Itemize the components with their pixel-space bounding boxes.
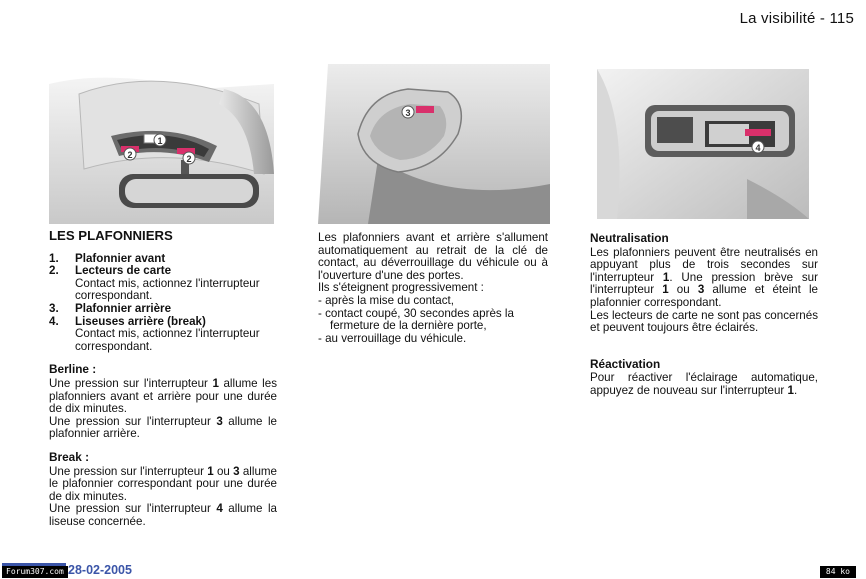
front-lights-illustration <box>49 64 274 224</box>
label-1: 1 <box>157 136 163 146</box>
text: ou <box>213 464 234 478</box>
reactivation-paragraph <box>590 372 818 397</box>
neutralisation-title: Neutralisation <box>590 231 669 245</box>
text: allume et éteint le plafonnier correspondant. <box>590 283 818 309</box>
bullet-item: - après la mise du contact, <box>318 293 454 307</box>
light-list <box>49 253 277 354</box>
switch-number: 1 <box>207 464 214 478</box>
rear-light-illustration <box>318 64 550 224</box>
item-number: 3. <box>49 301 59 315</box>
item-number: 2. <box>49 264 59 278</box>
text: . <box>793 383 798 397</box>
text: Une pression sur l'interrupteur <box>49 502 217 516</box>
text: Les plafonniers peuvent être neutralisés en appuyant plus de trois secondes sur l'interrupteur <box>590 245 818 284</box>
auto-light-paragraph: Les plafonniers avant et arrière s'allument automatiquement au retrait de la clé de contact, au déverrouillage du véhicule ou à l'ouverture d'une des portes. <box>318 231 548 282</box>
switch-number: 4 <box>216 502 223 516</box>
column-2 <box>318 232 548 345</box>
label-3: 3 <box>405 108 411 118</box>
berline-paragraph-2 <box>49 416 277 441</box>
reading-light-drawing <box>597 69 809 219</box>
switch-number: 3 <box>216 414 223 428</box>
bullet-item: - au verrouillage du véhicule. <box>318 331 467 345</box>
neutralisation-paragraph-1 <box>590 247 818 310</box>
reactivation-title: Réactivation <box>590 356 661 371</box>
item-number: 4. <box>49 314 59 328</box>
break-title: Break : <box>49 449 89 464</box>
item-note: Contact mis, actionnez l'interrupteur correspondant. <box>75 276 260 303</box>
item-number: 1. <box>49 251 59 265</box>
switch-number: 1 <box>212 376 219 390</box>
switch-number: 1 <box>662 270 670 284</box>
text: ou <box>668 283 698 297</box>
footer-site: Forum307.com <box>2 566 68 578</box>
switch-number: 3 <box>697 283 705 297</box>
text: allume les plafonniers avant et arrière pour une durée de dix minutes. <box>49 376 277 416</box>
column-1 <box>49 230 277 528</box>
text: . Une pression brève sur l'interrupteur <box>590 270 818 297</box>
item-label: Lecteurs de carte <box>75 264 172 278</box>
neutralisation-paragraph-2: Les lecteurs de carte ne sont pas concernés et peuvent toujours être éclairés. <box>590 308 818 335</box>
switch-number: 3 <box>233 464 240 478</box>
item-note: Contact mis, actionnez l'interrupteur correspondant. <box>75 327 260 353</box>
text: Une pression sur l'interrupteur <box>49 376 213 390</box>
item-label: Plafonnier arrière <box>75 301 172 315</box>
column-3 <box>590 232 818 398</box>
berline-paragraph-1 <box>49 378 277 416</box>
front-lights-drawing <box>49 64 274 224</box>
footer-file-size: 84 ko <box>820 566 856 578</box>
reading-light-illustration <box>597 69 809 219</box>
switch-number: 1 <box>787 383 794 397</box>
label-2a: 2 <box>127 150 133 160</box>
text: allume la liseuse concernée. <box>49 502 277 528</box>
fade-paragraph: Ils s'éteignent progressivement : <box>318 281 484 295</box>
item-label: Liseuses arrière (break) <box>75 314 206 328</box>
rear-light-drawing <box>318 64 550 224</box>
item-label: Plafonnier avant <box>75 251 166 265</box>
footer-date: 28-02-2005 <box>68 563 132 577</box>
page-header: La visibilité - 115 <box>739 10 854 27</box>
text: Une pression sur l'interrupteur <box>49 414 217 428</box>
text: allume le plafonnier correspondant pour une durée de dix minutes. <box>49 464 277 503</box>
text: Pour réactiver l'éclairage automatique, appuyez de nouveau sur l'interrupteur <box>590 371 818 397</box>
label-4: 4 <box>755 143 761 153</box>
break-paragraph-2 <box>49 503 277 528</box>
break-paragraph-1 <box>49 466 277 504</box>
berline-title: Berline : <box>49 362 97 377</box>
text: Une pression sur l'interrupteur <box>49 464 208 478</box>
label-2b: 2 <box>186 154 192 164</box>
section-title: LES PLAFONNIERS <box>49 228 173 243</box>
switch-number: 1 <box>662 283 669 297</box>
bullet-item: - contact coupé, 30 secondes après la fermeture de la dernière porte, <box>318 306 514 333</box>
text: allume le plafonnier arrière. <box>49 414 277 441</box>
list-item <box>49 265 277 278</box>
